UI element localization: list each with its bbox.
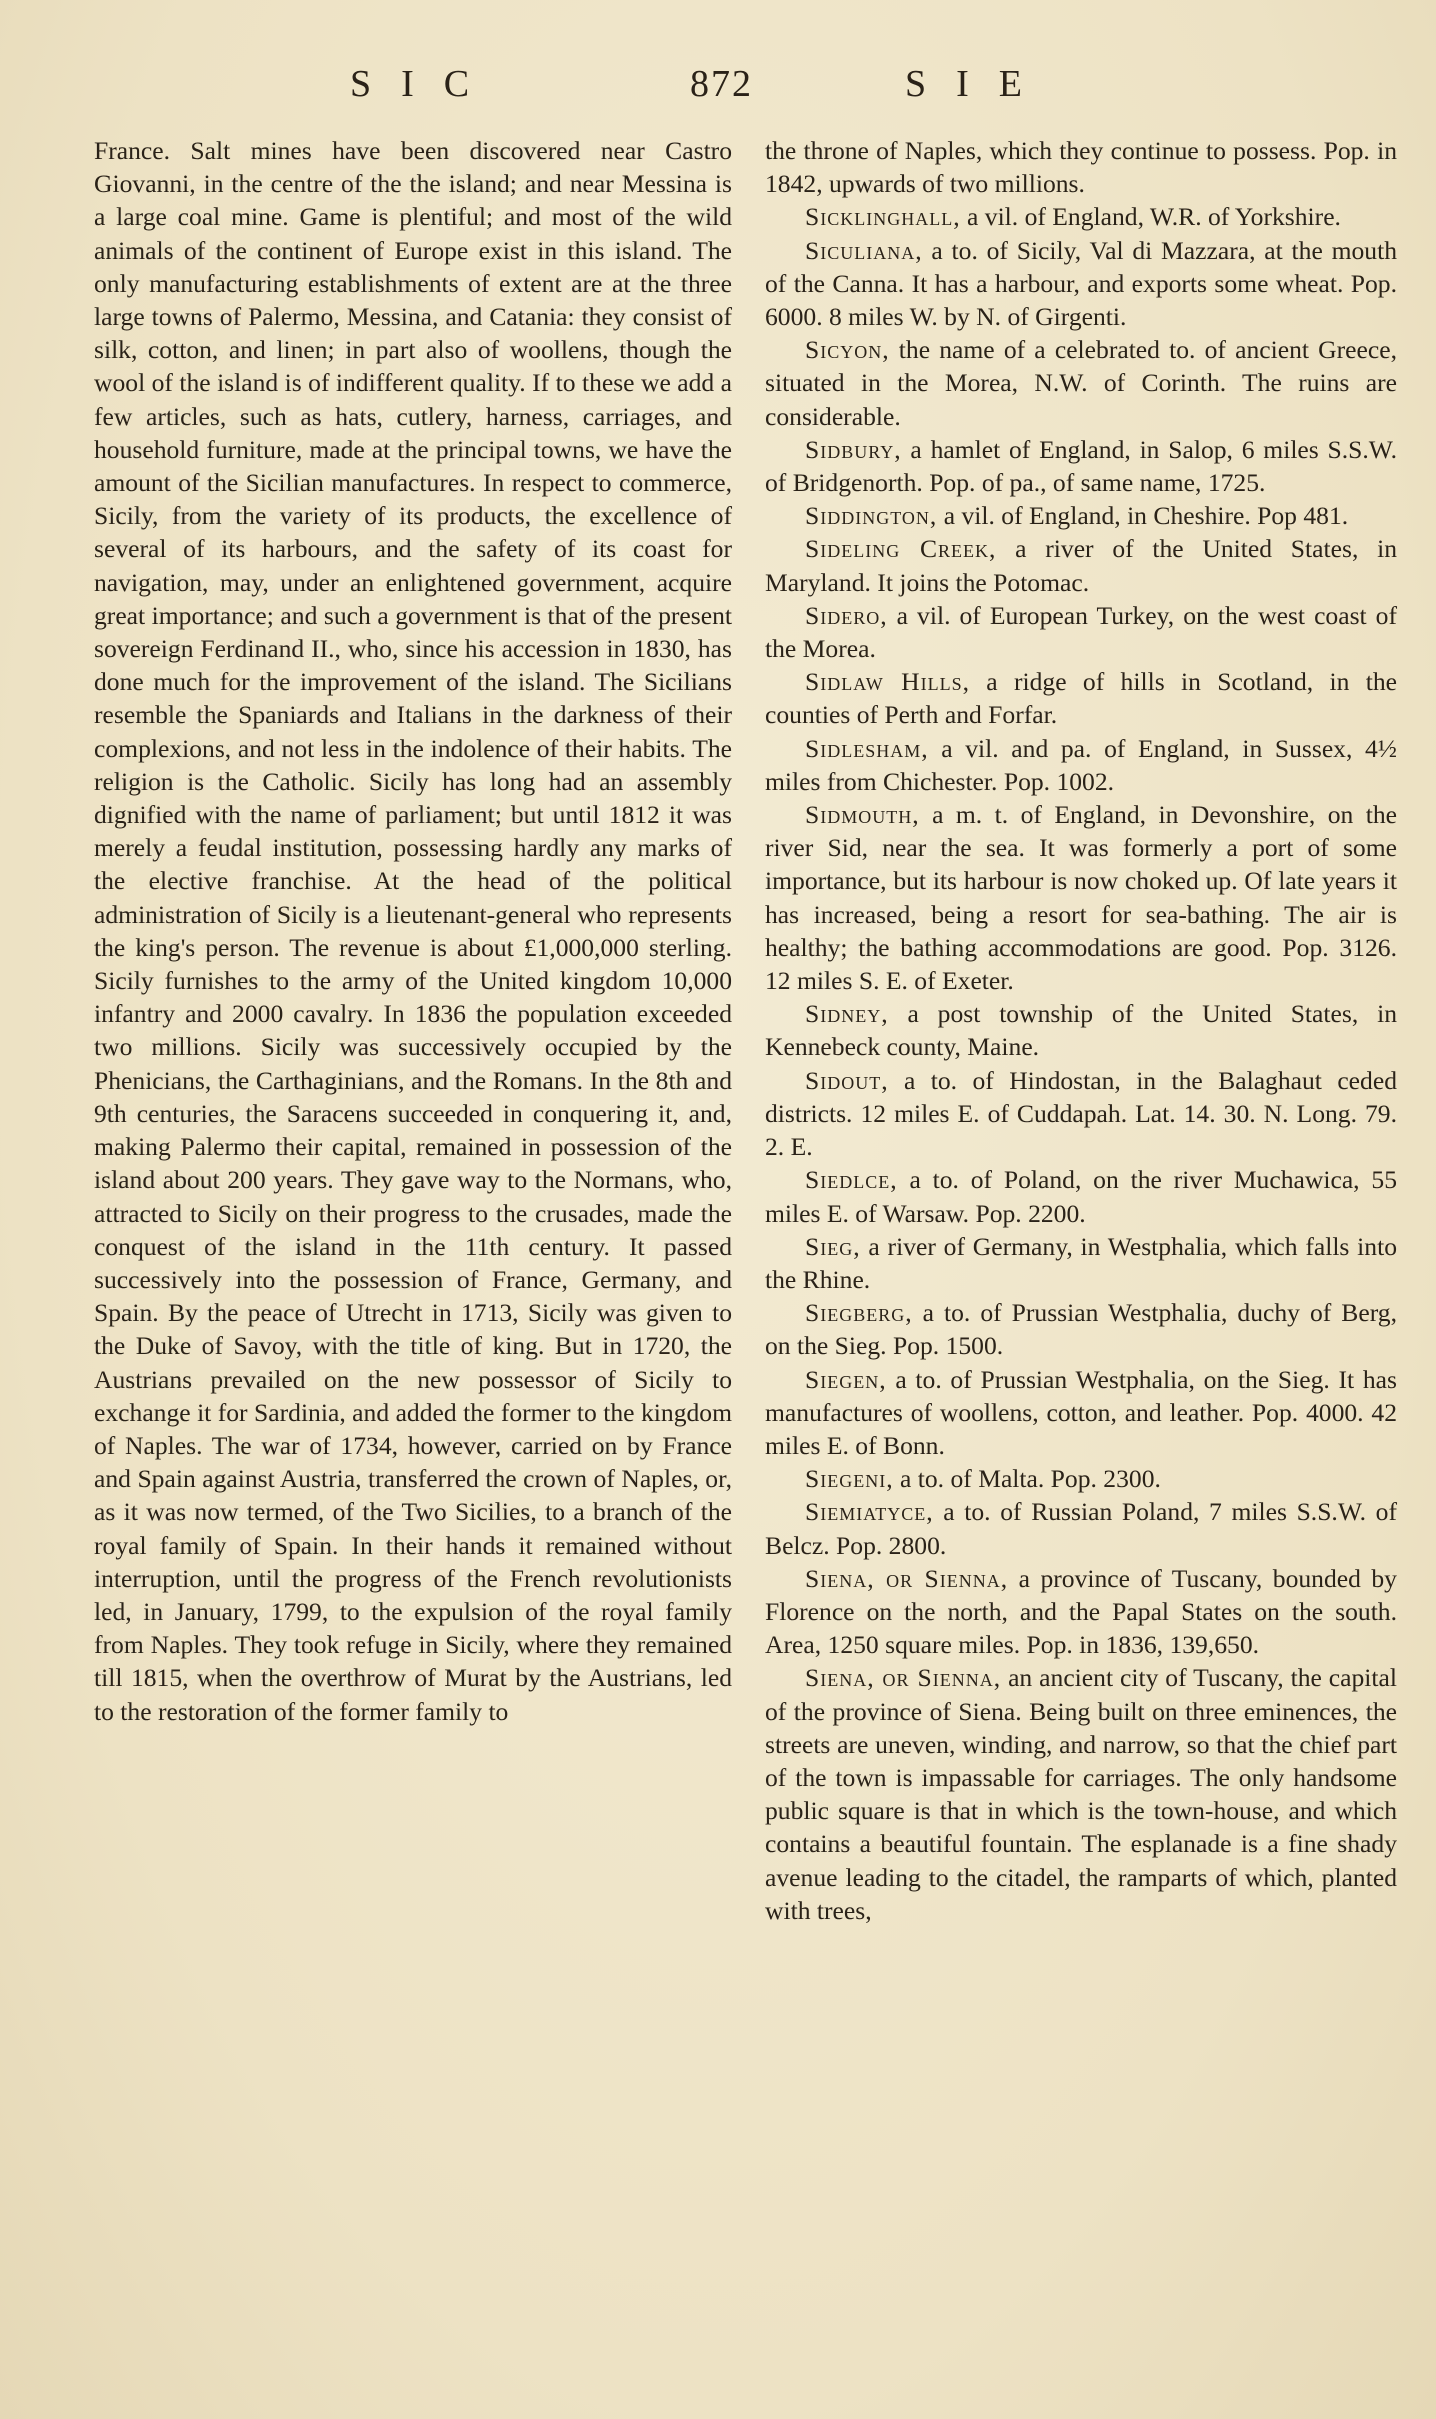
gazetteer-entry: [765, 1562, 1397, 1662]
entry-headword: Siegen,: [805, 1364, 887, 1394]
entry-text: a to. of Poland, on the river Muchawica, 55 miles E. of Warsaw. Pop. 2200.: [765, 1165, 1397, 1228]
entry-headword: Siemiatyce,: [805, 1497, 934, 1527]
gazetteer-entry: [765, 234, 1397, 334]
left-column-text: France. Salt mines have been discovered near Castro Giovanni, in the centre of the the island; and near Messina is a large coal mine. Game is plentiful; and most of the wild animals of the continent of Europe exist in this island. The only manufacturing establishments of extent are at the three large towns of Palermo, Messina, and Catania: they consist of silk, cotton, and linen; in part also of woollens, though the wool of the island is of indifferent quality. If to these we add a few articles, such as hats, cutlery, harness, carriages, and household furniture, made at the principal towns, we have the amount of the Sicilian manufactures. In respect to commerce, Sicily, from the variety of its products, the excellence of several of its harbours, and the safety of its coast for navigation, may, under an enlightened government, acquire great importance; and such a government is that of the present sovereign Ferdinand II., who, since his accession in 1830, has done much for the improvement of the island. The Sicilians resemble the Spaniards and Italians in the darkness of their complexions, and not less in the indolence of their habits. The religion is the Catholic. Sicily has long had an assembly dignified with the name of parliament; but until 1812 it was merely a feudal institution, possessing hardly any marks of the elective franchise. At the head of the political administration of Sicily is a lieutenant-general who represents the king's person. The revenue is about £1,000,000 sterling. Sicily furnishes to the army of the United kingdom 10,000 infantry and 2000 cavalry. In 1836 the population exceeded two millions. Sicily was successively occupied by the Phenicians, the Carthaginians, and the Romans. In the 8th and 9th centuries, the Saracens succeeded in conquering it, and, making Palermo their capital, remained in possession of the island about 200 years. They gave way to the Normans, who, attracted to Sicily on their progress to the crusades, made the conquest of the island in the 11th century. It passed successively into the possession of France, Germany, and Spain. By the peace of Utrecht in 1713, Sicily was given to the Duke of Savoy, with the title of king. But in 1720, the Austrians prevailed on the new possessor of Sicily to exchange it for Sardinia, and added the former to the kingdom of Naples. The war of 1734, however, carried on by France and Spain against Austria, transferred the crown of Naples, or, as it was now termed, of the Two Sicilies, to a branch of the royal family of Spain. In their hands it remained without interruption, until the progress of the French revolutionists led, in January, 1799, to the expulsion of the royal family from Naples. They took refuge in Sicily, where they remained till 1815, when the overthrow of Murat by the Austrians, led to the restoration of the former family to: [94, 136, 732, 1726]
page-number: 872: [690, 63, 753, 105]
entry-headword: Sidbury,: [805, 434, 902, 464]
entry-text: a province of Tuscany, bounded by Florence on the north, and the Papal States on the south. Area, 1250 square miles. Pop. in 1836, 139,650.: [765, 1563, 1397, 1660]
entry-headword: Sideling Creek,: [805, 534, 997, 564]
entry-text: the throne of Naples, which they continue to possess. Pop. in 1842, upwards of two millions.: [765, 136, 1397, 199]
gazetteer-entry: [765, 499, 1397, 532]
running-header: [0, 62, 1436, 122]
gazetteer-entry: [765, 1495, 1397, 1561]
left-column: [94, 134, 732, 1728]
entry-headword: Sieg,: [805, 1231, 861, 1261]
entry-headword: Sicklinghall,: [805, 202, 961, 232]
entry-headword: Sidney,: [805, 999, 889, 1029]
gazetteer-entry: [765, 1296, 1397, 1362]
entry-text: the name of a celebrated to. of ancient Greece, situated in the Morea, N.W. of Corinth. The ruins are considerable.: [765, 335, 1397, 431]
gazetteer-entry: [765, 1363, 1397, 1463]
gazetteer-entry: [765, 532, 1397, 598]
entry-text: a ridge of hills in Scotland, in the counties of Perth and Forfar.: [765, 667, 1398, 730]
header-left-word: SIC: [350, 63, 500, 105]
entry-text: a to. of Hindostan, in the Balaghaut ceded districts. 12 miles E. of Cuddapah. Lat. 14. 30. N. Long. 79. 2. E.: [765, 1065, 1397, 1162]
gazetteer-entry: [765, 798, 1397, 997]
gazetteer-entry: [765, 1661, 1397, 1927]
gazetteer-entry: [765, 1462, 1397, 1495]
entry-text: a to. of Sicily, Val di Mazzara, at the mouth of the Canna. It has a harbour, and exports some wheat. Pop. 6000. 8 miles W. by N. of Girgenti.: [765, 235, 1397, 332]
entry-text: a post township of the United States, in Kennebeck county, Maine.: [765, 999, 1397, 1062]
entry-text: a vil. of European Turkey, on the west coast of the Morea.: [765, 600, 1397, 664]
entry-text: a to. of Malta. Pop. 2300.: [893, 1464, 1161, 1494]
gazetteer-entry: [765, 1163, 1397, 1229]
right-column: [765, 134, 1397, 1927]
entry-headword: Sidlaw Hills,: [805, 667, 970, 697]
entry-headword: Sicyon,: [805, 335, 890, 365]
header-right-word: SIE: [905, 63, 1052, 105]
entry-headword: Siena, or Sienna,: [805, 1563, 1009, 1593]
entry-headword: Sidlesham,: [805, 733, 929, 763]
entry-headword: Siculiana,: [805, 235, 923, 265]
entry-text: a river of Germany, in Westphalia, which falls into the Rhine.: [765, 1231, 1397, 1294]
gazetteer-entry: [765, 1064, 1397, 1164]
gazetteer-entry: [765, 1230, 1397, 1296]
entry-text: a vil. of England, W.R. of Yorkshire.: [960, 202, 1341, 232]
gazetteer-entry: [765, 433, 1397, 499]
entry-text: a m. t. of England, in Devonshire, on the river Sid, near the sea. It was formerly a port of some importance, but its harbour is now choked up. Of late years it has increased, being a resort for sea-bathing. The air is healthy; the bathing accommodations are good. Pop. 3126. 12 miles S. E. of Exeter.: [765, 800, 1397, 996]
entry-text: a to. of Russian Poland, 7 miles S.S.W. of Belcz. Pop. 2800.: [765, 1497, 1397, 1560]
gazetteer-entry: [765, 732, 1397, 798]
entry-headword: Siddington,: [805, 501, 938, 531]
entry-text: a river of the United States, in Maryland. It joins the Potomac.: [765, 534, 1397, 597]
entry-headword: Siegeni,: [805, 1464, 894, 1494]
entry-text: an ancient city of Tuscany, the capital of the province of Siena. Being built on three eminences, the streets are uneven, winding, and narrow, so that the chief part of the town is impassable for carriages. The only handsome public square is that in which is the town-house, and which contains a beautiful fountain. The esplanade is a fine shady avenue leading to the citadel, the ramparts of which, planted with trees,: [765, 1663, 1397, 1925]
entry-headword: Siedlce,: [805, 1165, 898, 1195]
entry-text: a to. of Prussian Westphalia, on the Sieg. It has manufactures of woollens, cotton, and leather. Pop. 4000. 42 miles E. of Bonn.: [765, 1364, 1397, 1460]
entry-headword: Siena, or Sienna,: [805, 1663, 1002, 1693]
entry-headword: Sidmouth,: [805, 800, 920, 830]
gazetteer-entry: [765, 200, 1397, 233]
gazetteer-entry: [765, 333, 1397, 433]
entry-text: a to. of Prussian Westphalia, duchy of Berg, on the Sieg. Pop. 1500.: [765, 1298, 1397, 1361]
entry-headword: Sidout,: [805, 1065, 889, 1095]
entry-headword: Siegberg,: [805, 1298, 913, 1328]
gazetteer-entry: [765, 599, 1397, 665]
gazetteer-entry: [765, 134, 1397, 200]
entry-text: a vil. and pa. of England, in Sussex, 4½ miles from Chichester. Pop. 1002.: [765, 733, 1397, 796]
entry-text: a vil. of England, in Cheshire. Pop 481.: [937, 501, 1349, 531]
gazetteer-entry: [765, 997, 1397, 1063]
entry-text: a hamlet of England, in Salop, 6 miles S.S.W. of Bridgenorth. Pop. of pa., of same name, 1725.: [765, 434, 1397, 498]
entry-headword: Sidero,: [805, 600, 888, 630]
gazetteer-entry: [765, 665, 1397, 731]
